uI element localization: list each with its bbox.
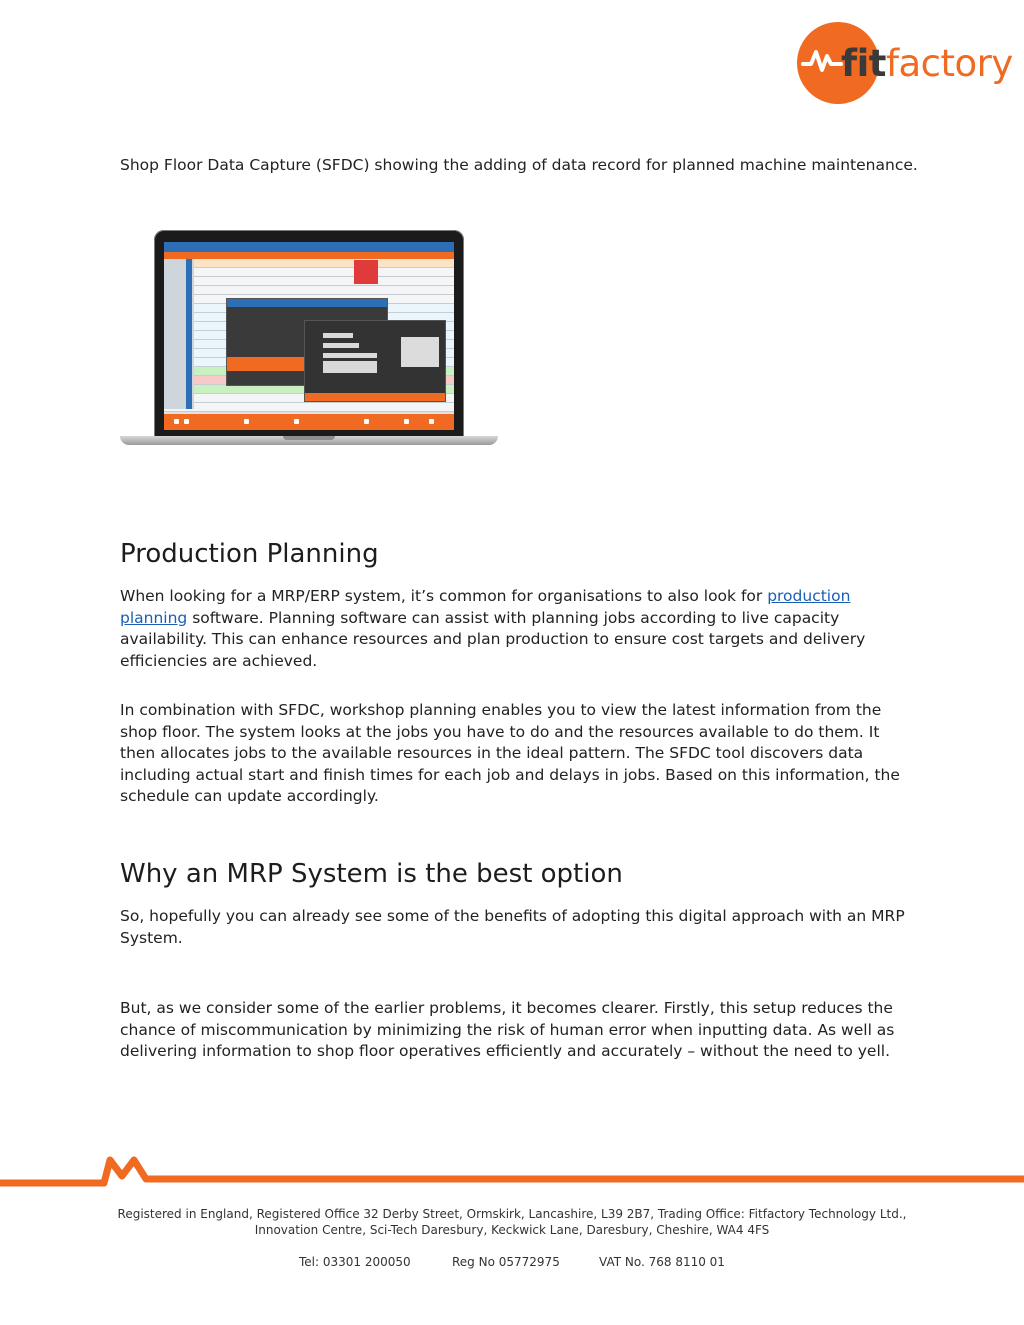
dialog-footer xyxy=(305,393,445,401)
logo-wordmark xyxy=(841,42,1013,86)
app-bottombar xyxy=(164,414,454,430)
dialog-action-bar xyxy=(227,357,311,371)
laptop-notch xyxy=(283,436,335,440)
app-row xyxy=(164,286,454,295)
dialog-textarea xyxy=(323,361,377,373)
logo-factory: factory xyxy=(885,42,1013,85)
paragraph xyxy=(120,586,910,672)
app-alert-cells xyxy=(354,260,378,284)
app-status-column xyxy=(186,259,192,409)
app-topbar xyxy=(164,242,454,252)
app-row xyxy=(164,259,454,268)
fitfactory-logo xyxy=(797,22,1013,106)
machine-photo xyxy=(401,337,439,367)
tools-icon xyxy=(404,419,409,424)
app-subbar xyxy=(164,252,454,259)
footer-tel: Tel: 03301 200050 xyxy=(299,1255,411,1269)
paragraph-text: software. Planning software can assist with planning jobs according to live capacity availability. This can enhance resources and plan production to ensure cost targets and delivery efficiencies are achieved. xyxy=(120,608,866,670)
app-row xyxy=(164,403,454,412)
pause-icon xyxy=(174,419,179,424)
paragraph: So, hopefully you can already see some of the benefits of adopting this digital approach with an MRP System. xyxy=(120,907,905,947)
app-row xyxy=(164,268,454,277)
user-icon xyxy=(244,419,249,424)
heading-production-planning: Production Planning xyxy=(120,539,379,569)
logo-fit: fit xyxy=(841,42,886,85)
footer-address-line2: Innovation Centre, Sci-Tech Daresbury, Keckwick Lane, Daresbury, Cheshire, WA4 4FS xyxy=(254,1223,770,1237)
footer-reg-no: Reg No 05772975 xyxy=(452,1255,560,1269)
production-planning-link[interactable]: production planning xyxy=(120,587,851,627)
paragraph: But, as we consider some of the earlier problems, it becomes clearer. Firstly, this setup reduces the chance of miscommunication by minimizing the risk of human error when inputting data. As well as delivering information to shop floor operatives efficiently and accurately – without the need to yell. xyxy=(120,999,895,1060)
laptop-lid xyxy=(154,230,464,438)
sfdc-laptop-screenshot xyxy=(120,228,498,450)
app-row xyxy=(164,277,454,286)
paragraph-text: When looking for a MRP/ERP system, it’s common for organisations to also look for xyxy=(120,587,768,605)
gear-icon xyxy=(184,419,189,424)
dialog-field xyxy=(323,353,377,358)
footer-wave-line xyxy=(0,1150,1024,1190)
footer-vat: VAT No. 768 8110 01 xyxy=(599,1255,725,1269)
dialog-header xyxy=(227,299,387,307)
dialog-field xyxy=(323,343,359,348)
heading-why-mrp: Why an MRP System is the best option xyxy=(120,859,623,889)
footer-address-line1: Registered in England, Registered Office 32 Derby Street, Ormskirk, Lancashire, L39 2B7, Trading Office: Fitfactory Technology Ltd., xyxy=(117,1207,907,1221)
app-record-dialog xyxy=(304,320,446,402)
back-icon xyxy=(294,419,299,424)
clock-icon xyxy=(364,419,369,424)
laptop-screen xyxy=(164,242,454,430)
dialog-field xyxy=(323,333,353,338)
paragraph: In combination with SFDC, workshop planning enables you to view the latest information from the shop floor. The system looks at the jobs you have to do and the resources available to do them. It then allocates jobs to the available resources in the ideal pattern. The SFDC tool discovers data including actual start and finish times for each job and delays in jobs. Based on this information, the schedule can update accordingly. xyxy=(120,701,900,805)
image-caption: Shop Floor Data Capture (SFDC) showing the adding of data record for planned machine maintenance. xyxy=(120,156,918,174)
home-icon xyxy=(429,419,434,424)
